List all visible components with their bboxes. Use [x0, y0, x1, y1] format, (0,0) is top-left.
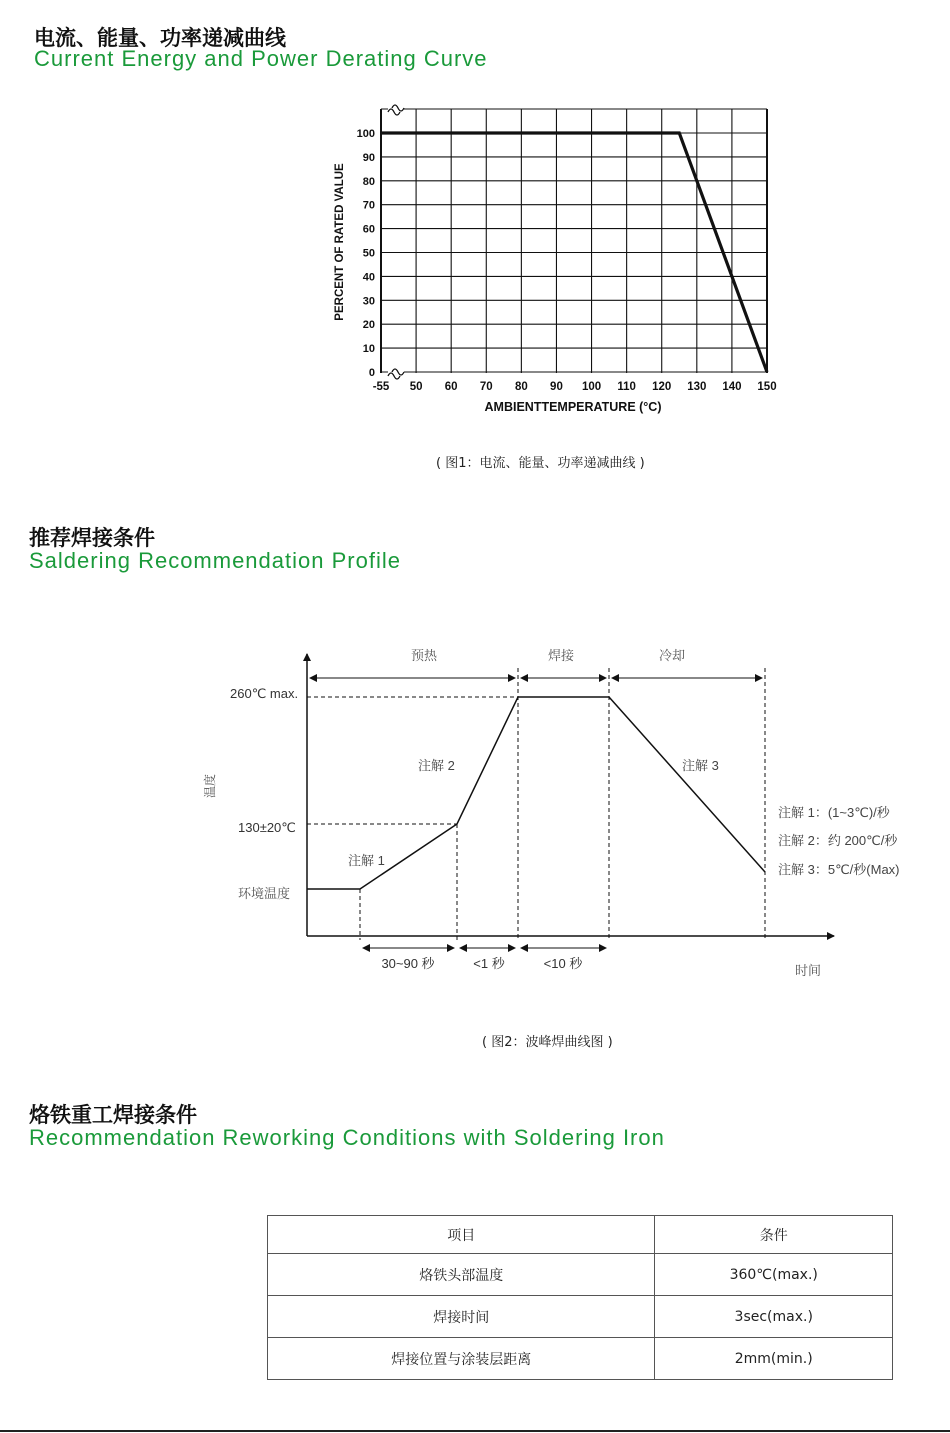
y-tick-label: 20 — [362, 319, 375, 332]
section2-title-cn: 推荐焊接条件 — [29, 526, 155, 550]
header-condition: 条件 — [655, 1216, 893, 1254]
section2-title-en: Saldering Recommendation Profile — [29, 548, 401, 573]
y-tick-label: 70 — [362, 199, 375, 212]
table-row — [268, 1338, 893, 1380]
y-tick-label: 50 — [362, 247, 375, 260]
x-tick-label: 80 — [514, 381, 528, 393]
y-tick-label: 100 — [356, 128, 375, 140]
note-3: 注解 3 — [682, 758, 719, 773]
x-tick-label: 100 — [581, 381, 602, 393]
level-peak: 260℃ max. — [230, 686, 299, 701]
y-tick-label: 40 — [362, 271, 375, 284]
y-tick-labels — [357, 128, 375, 379]
y-tick-label: 80 — [362, 175, 375, 188]
figure1-caption: ( 图1：电流、能量、功率递减曲线 ) — [436, 456, 645, 471]
note-2: 注解 2 — [418, 758, 455, 773]
y-tick-label: 60 — [362, 223, 375, 236]
derating-chart — [0, 0, 950, 430]
temperature-axis-label: 温度 — [203, 773, 217, 799]
interval-3: <10 秒 — [543, 956, 583, 971]
y-tick-label: 30 — [362, 295, 375, 308]
x-tick-label: 110 — [617, 381, 636, 393]
x-tick-label: 120 — [652, 381, 672, 393]
x-tick-label: 50 — [409, 381, 423, 393]
level-ambient: 环境温度 — [238, 886, 291, 901]
x-tick-label: 70 — [479, 381, 493, 393]
cell-condition: 2mm(min.) — [655, 1338, 893, 1380]
cell-item: 烙铁头部温度 — [268, 1254, 655, 1296]
x-tick-labels — [373, 381, 777, 393]
y-tick-label: 10 — [362, 343, 375, 356]
section1-title-en: Current Energy and Power Derating Curve — [34, 46, 488, 71]
table-header-row — [268, 1216, 893, 1254]
cell-condition: 3sec(max.) — [655, 1296, 893, 1338]
axis-break-bottom — [388, 368, 404, 379]
x-tick-label: 60 — [444, 381, 458, 393]
solder-profile-diagram — [0, 620, 950, 1020]
figure2-caption: ( 图2：波峰焊曲线图 ) — [482, 1035, 613, 1050]
bottom-divider — [0, 1430, 950, 1432]
legend-2: 注解 2：约 200℃/秒 — [778, 833, 898, 848]
x-tick-label: 150 — [757, 381, 777, 393]
axis-break-top — [388, 104, 404, 115]
cell-item: 焊接时间 — [268, 1296, 655, 1338]
x-tick-label: 140 — [722, 381, 742, 393]
section3-title-cn: 烙铁重工焊接条件 — [29, 1103, 197, 1127]
interval-2: <1 秒 — [473, 956, 505, 971]
chart-grid — [381, 109, 767, 373]
phase-preheat: 预热 — [410, 648, 438, 663]
table-row — [268, 1254, 893, 1296]
interval-1: 30~90 秒 — [381, 956, 435, 971]
phase-cooling: 冷却 — [658, 648, 686, 663]
note-1: 注解 1 — [348, 853, 385, 868]
x-axis-label: AMBIENTTEMPERATURE (°C) — [484, 400, 662, 414]
header-item: 项目 — [268, 1216, 655, 1254]
time-axis-label: 时间 — [794, 963, 822, 978]
section1-title-cn: 电流、能量、功率递减曲线 — [34, 26, 286, 50]
x-tick-label: -55 — [372, 381, 390, 393]
cell-condition: 360℃(max.) — [655, 1254, 893, 1296]
phase-soldering: 焊接 — [547, 648, 575, 663]
table-row — [268, 1296, 893, 1338]
y-tick-label: 0 — [368, 367, 375, 379]
section3-title-en: Recommendation Reworking Conditions with Soldering Iron — [29, 1125, 665, 1150]
cell-item: 焊接位置与涂装层距离 — [268, 1338, 655, 1380]
legend-1: 注解 1：(1~3℃)/秒 — [778, 805, 890, 820]
x-tick-label: 130 — [687, 381, 707, 393]
x-tick-label: 90 — [550, 381, 563, 393]
level-preheat: 130±20℃ — [238, 820, 296, 835]
y-tick-label: 90 — [362, 151, 375, 164]
rework-conditions-table — [267, 1215, 893, 1380]
legend-3: 注解 3：5℃/秒(Max) — [778, 862, 900, 877]
y-axis-label: PERCENT OF RATED VALUE — [334, 163, 346, 321]
